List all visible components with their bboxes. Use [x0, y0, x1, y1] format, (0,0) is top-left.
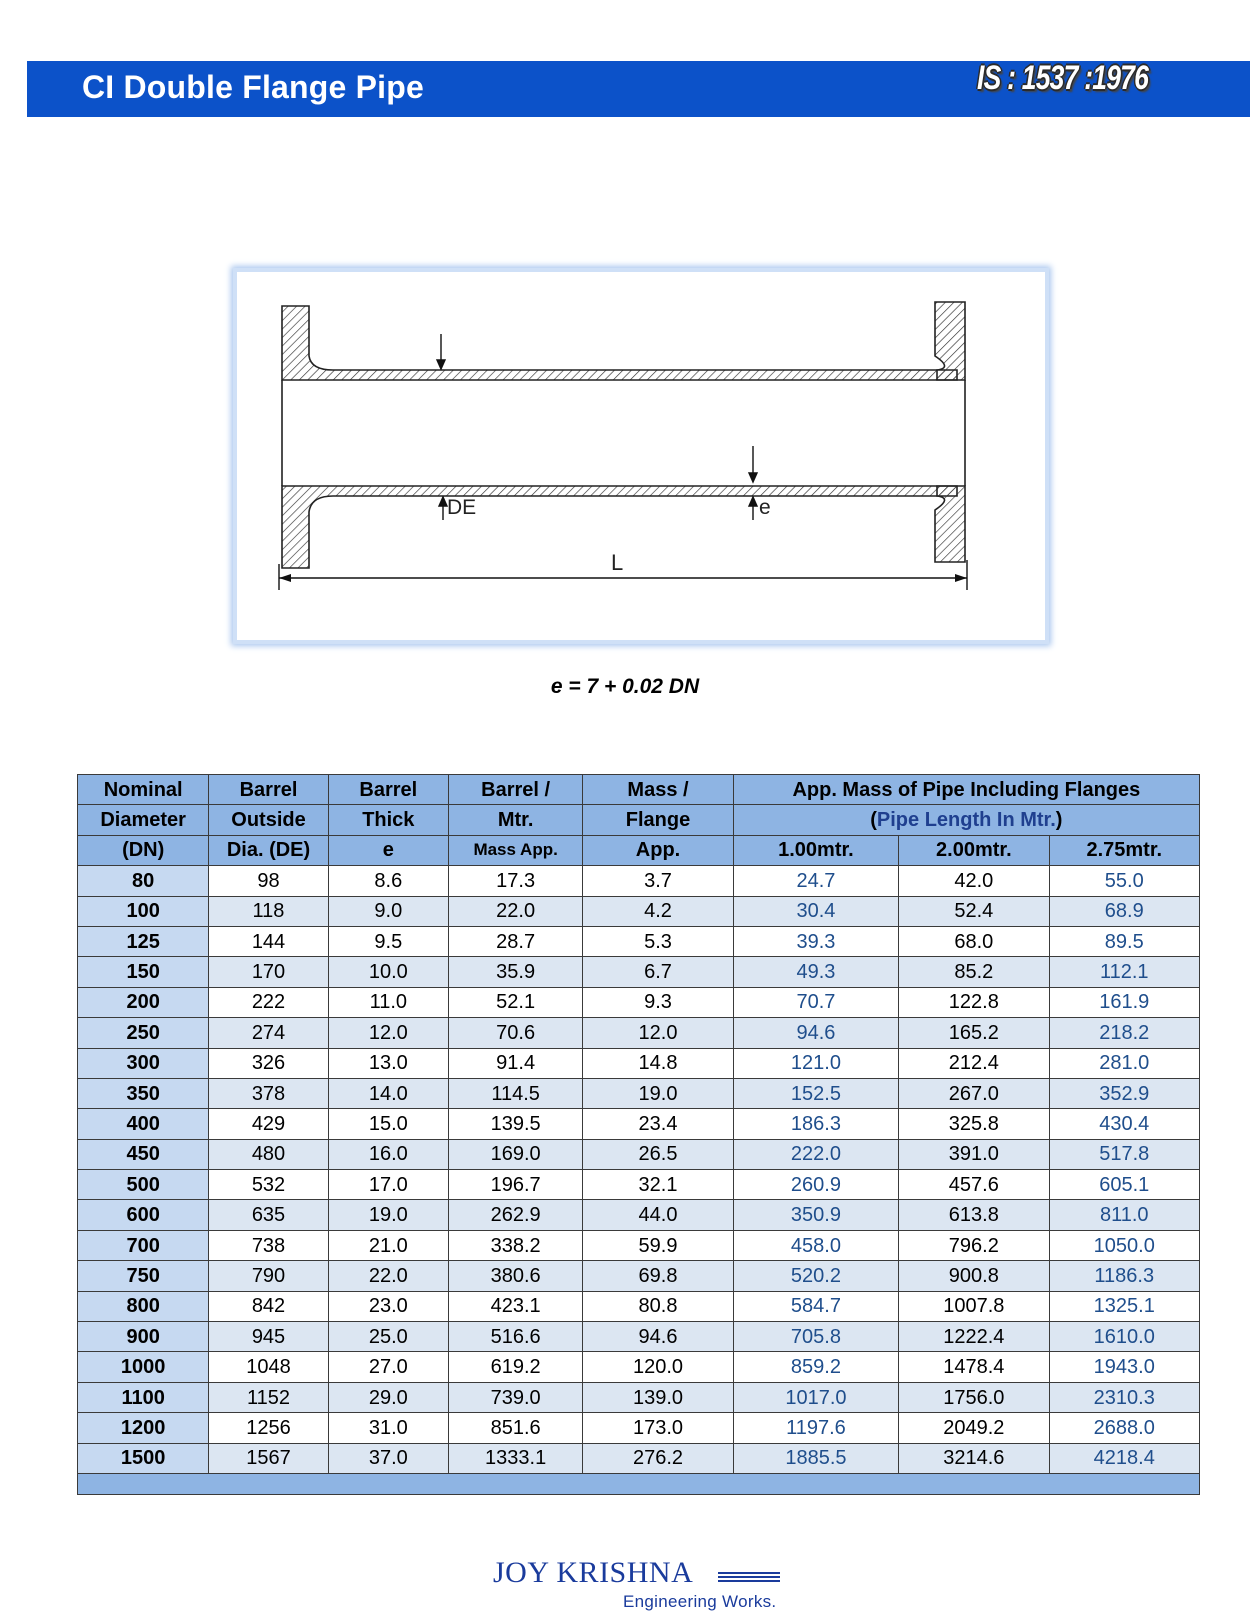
pipe-diagram [233, 268, 1049, 644]
header-outside-1: Barrel [209, 775, 328, 805]
table-cell: 9.0 [328, 896, 448, 926]
table-cell: 325.8 [899, 1109, 1049, 1139]
table-cell: 338.2 [448, 1230, 582, 1260]
table-cell: 700 [78, 1230, 209, 1260]
header-pipe-length [733, 805, 1199, 835]
table-cell: 55.0 [1049, 866, 1199, 896]
table-cell: 161.9 [1049, 987, 1199, 1017]
pipe-length-open: ( [870, 809, 877, 832]
table-cell: 859.2 [733, 1352, 898, 1382]
table-body [78, 866, 1200, 1474]
table-cell: 173.0 [583, 1413, 733, 1443]
table-cell: 1500 [78, 1443, 209, 1473]
table-cell: 6.7 [583, 957, 733, 987]
table-cell: 26.5 [583, 1139, 733, 1169]
e-label: e [759, 496, 771, 519]
table-cell: 12.0 [328, 1018, 448, 1048]
table-cell: 122.8 [899, 987, 1049, 1017]
table-cell: 619.2 [448, 1352, 582, 1382]
header-flange-3: App. [583, 835, 733, 865]
table-cell: 517.8 [1049, 1139, 1199, 1169]
table-cell: 1200 [78, 1413, 209, 1443]
table-row [78, 1018, 1200, 1048]
header-app-mass: App. Mass of Pipe Including Flanges [733, 775, 1199, 805]
header-outside-2: Outside [209, 805, 328, 835]
header-nominal-3: (DN) [78, 835, 209, 865]
table-cell: 429 [209, 1109, 328, 1139]
table-cell: 1478.4 [899, 1352, 1049, 1382]
table-cell: 3214.6 [899, 1443, 1049, 1473]
table-cell: 165.2 [899, 1018, 1049, 1048]
table-cell: 118 [209, 896, 328, 926]
table-cell: 37.0 [328, 1443, 448, 1473]
table-cell: 1048 [209, 1352, 328, 1382]
table-cell: 457.6 [899, 1170, 1049, 1200]
table-cell: 27.0 [328, 1352, 448, 1382]
table-cell: 1756.0 [899, 1382, 1049, 1412]
table-cell: 532 [209, 1170, 328, 1200]
table-cell: 800 [78, 1291, 209, 1321]
header-flange-1: Mass / [583, 775, 733, 805]
header-thick-2: Thick [328, 805, 448, 835]
table-cell: 450 [78, 1139, 209, 1169]
table-row [78, 1109, 1200, 1139]
table-cell: 705.8 [733, 1322, 898, 1352]
table-cell: 796.2 [899, 1230, 1049, 1260]
table-row [78, 866, 1200, 896]
table-cell: 267.0 [899, 1078, 1049, 1108]
table-cell: 35.9 [448, 957, 582, 987]
table-cell: 14.8 [583, 1048, 733, 1078]
table-cell: 4218.4 [1049, 1443, 1199, 1473]
table-row [78, 1139, 1200, 1169]
table-cell: 91.4 [448, 1048, 582, 1078]
table-cell: 1333.1 [448, 1443, 582, 1473]
table-cell: 28.7 [448, 926, 582, 956]
table-row [78, 1170, 1200, 1200]
table-cell: 29.0 [328, 1382, 448, 1412]
header-thick-1: Barrel [328, 775, 448, 805]
table-cell: 276.2 [583, 1443, 733, 1473]
table-cell: 9.3 [583, 987, 733, 1017]
table-cell: 458.0 [733, 1230, 898, 1260]
table-cell: 32.1 [583, 1170, 733, 1200]
table-cell: 1943.0 [1049, 1352, 1199, 1382]
table-cell: 31.0 [328, 1413, 448, 1443]
table-row [78, 1200, 1200, 1230]
table-cell: 59.9 [583, 1230, 733, 1260]
table-cell: 17.3 [448, 866, 582, 896]
brand-lines [718, 1572, 780, 1584]
table-cell: 23.0 [328, 1291, 448, 1321]
table-cell: 170 [209, 957, 328, 987]
header-row-3 [78, 835, 1200, 865]
table-cell: 739.0 [448, 1382, 582, 1412]
table-cell: 9.5 [328, 926, 448, 956]
header-len-1: 1.00mtr. [733, 835, 898, 865]
table-cell: 121.0 [733, 1048, 898, 1078]
table-cell: 100 [78, 896, 209, 926]
table-cell: 391.0 [899, 1139, 1049, 1169]
pipe-length-text: Pipe Length In Mtr. [876, 809, 1056, 832]
table-cell: 152.5 [733, 1078, 898, 1108]
table-cell: 378 [209, 1078, 328, 1108]
table-cell: 120.0 [583, 1352, 733, 1382]
table-cell: 274 [209, 1018, 328, 1048]
table-cell: 44.0 [583, 1200, 733, 1230]
table-cell: 144 [209, 926, 328, 956]
header-flange-2: Flange [583, 805, 733, 835]
header-row-1 [78, 775, 1200, 805]
table-cell: 2688.0 [1049, 1413, 1199, 1443]
table-cell: 1222.4 [899, 1322, 1049, 1352]
table-cell: 70.6 [448, 1018, 582, 1048]
table-cell: 17.0 [328, 1170, 448, 1200]
table-cell: 900 [78, 1322, 209, 1352]
table-cell: 169.0 [448, 1139, 582, 1169]
header-outside-3: Dia. (DE) [209, 835, 328, 865]
table-cell: 112.1 [1049, 957, 1199, 987]
table-cell: 80.8 [583, 1291, 733, 1321]
table-cell: 1256 [209, 1413, 328, 1443]
table-cell: 250 [78, 1018, 209, 1048]
table-cell: 613.8 [899, 1200, 1049, 1230]
table-cell: 400 [78, 1109, 209, 1139]
table-cell: 1000 [78, 1352, 209, 1382]
table-cell: 200 [78, 987, 209, 1017]
header-len-3: 2.75mtr. [1049, 835, 1199, 865]
table-cell: 1017.0 [733, 1382, 898, 1412]
table-cell: 19.0 [328, 1200, 448, 1230]
table-cell: 15.0 [328, 1109, 448, 1139]
table-cell: 80 [78, 866, 209, 896]
table-row [78, 1078, 1200, 1108]
table-cell: 30.4 [733, 896, 898, 926]
table-row [78, 1261, 1200, 1291]
table-cell: 10.0 [328, 957, 448, 987]
table-cell: 430.4 [1049, 1109, 1199, 1139]
table-cell: 600 [78, 1200, 209, 1230]
table-cell: 13.0 [328, 1048, 448, 1078]
table-cell: 39.3 [733, 926, 898, 956]
table-cell: 281.0 [1049, 1048, 1199, 1078]
l-label: L [611, 550, 624, 575]
table-cell: 300 [78, 1048, 209, 1078]
table-cell: 21.0 [328, 1230, 448, 1260]
table-cell: 2049.2 [899, 1413, 1049, 1443]
table-cell: 380.6 [448, 1261, 582, 1291]
table-cell: 98 [209, 866, 328, 896]
table-row [78, 1230, 1200, 1260]
company-logo [493, 1556, 793, 1616]
table-cell: 5.3 [583, 926, 733, 956]
table-cell: 23.4 [583, 1109, 733, 1139]
table-cell: 635 [209, 1200, 328, 1230]
table-cell: 52.4 [899, 896, 1049, 926]
table-cell: 8.6 [328, 866, 448, 896]
table-cell: 114.5 [448, 1078, 582, 1108]
table-row [78, 957, 1200, 987]
thickness-formula: e = 7 + 0.02 DN [550, 675, 700, 698]
de-label: DE [447, 496, 477, 519]
table-cell: 811.0 [1049, 1200, 1199, 1230]
table-cell: 125 [78, 926, 209, 956]
table-cell: 520.2 [733, 1261, 898, 1291]
table-cell: 139.5 [448, 1109, 582, 1139]
table-cell: 1610.0 [1049, 1322, 1199, 1352]
pipe-drawing [237, 272, 1045, 640]
header-mtr-2: Mtr. [448, 805, 582, 835]
table-row [78, 1291, 1200, 1321]
table-cell: 2310.3 [1049, 1382, 1199, 1412]
table-cell: 69.8 [583, 1261, 733, 1291]
header-mtr-3: Mass App. [448, 835, 582, 865]
table-row [78, 1352, 1200, 1382]
table-cell: 19.0 [583, 1078, 733, 1108]
table-cell: 584.7 [733, 1291, 898, 1321]
table-cell: 1186.3 [1049, 1261, 1199, 1291]
table-cell: 52.1 [448, 987, 582, 1017]
table-cell: 1007.8 [899, 1291, 1049, 1321]
table-footer-bar [78, 1473, 1200, 1494]
table-cell: 480 [209, 1139, 328, 1169]
table-cell: 750 [78, 1261, 209, 1291]
table-row [78, 926, 1200, 956]
header-len-2: 2.00mtr. [899, 835, 1049, 865]
table-cell: 68.0 [899, 926, 1049, 956]
table-cell: 222 [209, 987, 328, 1017]
table-row [78, 1048, 1200, 1078]
table-cell: 1100 [78, 1382, 209, 1412]
table-row [78, 1443, 1200, 1473]
table-row [78, 896, 1200, 926]
table-cell: 85.2 [899, 957, 1049, 987]
table-cell: 262.9 [448, 1200, 582, 1230]
table-cell: 1325.1 [1049, 1291, 1199, 1321]
table-cell: 1885.5 [733, 1443, 898, 1473]
table-cell: 196.7 [448, 1170, 582, 1200]
table-cell: 68.9 [1049, 896, 1199, 926]
table-cell: 70.7 [733, 987, 898, 1017]
table-cell: 4.2 [583, 896, 733, 926]
table-cell: 605.1 [1049, 1170, 1199, 1200]
table-cell: 260.9 [733, 1170, 898, 1200]
pipe-length-close: ) [1055, 809, 1063, 832]
table-cell: 350.9 [733, 1200, 898, 1230]
table-cell: 1152 [209, 1382, 328, 1412]
dimensions-table [77, 774, 1200, 1495]
table-cell: 24.7 [733, 866, 898, 896]
table-cell: 22.0 [328, 1261, 448, 1291]
table-cell: 94.6 [733, 1018, 898, 1048]
table-cell: 89.5 [1049, 926, 1199, 956]
table-cell: 423.1 [448, 1291, 582, 1321]
table-cell: 42.0 [899, 866, 1049, 896]
table-cell: 350 [78, 1078, 209, 1108]
table-cell: 1567 [209, 1443, 328, 1473]
title-banner [27, 61, 1250, 117]
table-cell: 851.6 [448, 1413, 582, 1443]
table-cell: 218.2 [1049, 1018, 1199, 1048]
table-cell: 516.6 [448, 1322, 582, 1352]
header-mtr-1: Barrel / [448, 775, 582, 805]
table-cell: 500 [78, 1170, 209, 1200]
header-nominal-1: Nominal [78, 775, 209, 805]
table-cell: 139.0 [583, 1382, 733, 1412]
header-nominal-2: Diameter [78, 805, 209, 835]
table-cell: 1197.6 [733, 1413, 898, 1443]
table-cell: 25.0 [328, 1322, 448, 1352]
page-title: CI Double Flange Pipe [82, 69, 425, 105]
table-cell: 186.3 [733, 1109, 898, 1139]
table-row [78, 1322, 1200, 1352]
table-cell: 352.9 [1049, 1078, 1199, 1108]
table-cell: 738 [209, 1230, 328, 1260]
table-row [78, 1382, 1200, 1412]
table-cell: 94.6 [583, 1322, 733, 1352]
table-cell: 326 [209, 1048, 328, 1078]
table-cell: 212.4 [899, 1048, 1049, 1078]
table-row [78, 987, 1200, 1017]
table-cell: 1050.0 [1049, 1230, 1199, 1260]
table-cell: 150 [78, 957, 209, 987]
table-cell: 842 [209, 1291, 328, 1321]
table-cell: 3.7 [583, 866, 733, 896]
table-cell: 11.0 [328, 987, 448, 1017]
table-cell: 14.0 [328, 1078, 448, 1108]
standard-badge: IS : 1537 :1976 [977, 59, 1149, 97]
table-cell: 945 [209, 1322, 328, 1352]
table-cell: 222.0 [733, 1139, 898, 1169]
brand-tagline: Engineering Works. [623, 1592, 777, 1611]
header-thick-3: e [328, 835, 448, 865]
table-cell: 900.8 [899, 1261, 1049, 1291]
header-row-2 [78, 805, 1200, 835]
table-cell: 790 [209, 1261, 328, 1291]
table-cell: 16.0 [328, 1139, 448, 1169]
table-row [78, 1413, 1200, 1443]
brand-name: JOY KRISHNA [493, 1556, 694, 1589]
table-cell: 49.3 [733, 957, 898, 987]
table-cell: 12.0 [583, 1018, 733, 1048]
table-cell: 22.0 [448, 896, 582, 926]
